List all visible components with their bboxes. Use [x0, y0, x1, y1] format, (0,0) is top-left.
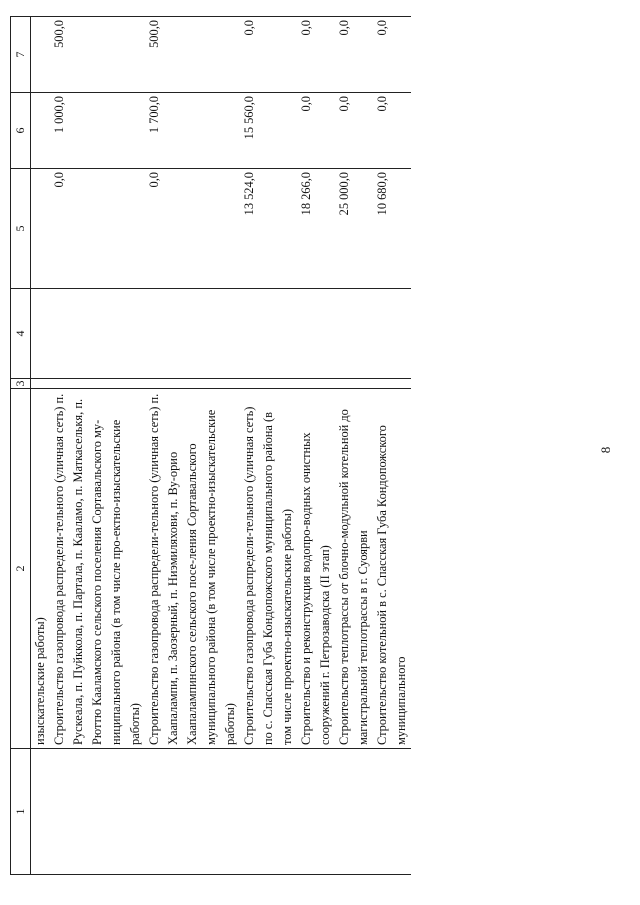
col6-value-row-3: 15 560,0 [242, 96, 256, 140]
col6-values [31, 93, 412, 169]
col5-value-row-3: 13 524,0 [242, 172, 256, 216]
col6-value-row-5: 0,0 [337, 96, 351, 112]
row-3-name: Строительство газопровода распредели-тельного (уличная сеть) по с. Спасская Губа Кондопожского муниципального района (в том числе проектно-изыскательские работы) [242, 406, 294, 745]
col6-value-row-2: 1 700,0 [147, 96, 161, 134]
body-row [31, 17, 412, 875]
col5-value-row-4: 18 266,0 [299, 172, 313, 216]
col6-value-row-6: 0,0 [375, 96, 389, 112]
header-row [11, 17, 31, 875]
col7-value-row-6: 0,0 [375, 20, 389, 36]
header-cell-6: 6 [11, 93, 31, 169]
col6-value-row-1: 1 000,0 [52, 96, 66, 134]
budget-table [10, 16, 411, 875]
col3-empty [31, 379, 412, 389]
col7-value-row-3: 0,0 [242, 20, 256, 36]
col7-value-row-5: 0,0 [337, 20, 351, 36]
col7-values [31, 17, 412, 93]
col7-value-row-4: 0,0 [299, 20, 313, 36]
col1-empty [31, 749, 412, 875]
row-6-name: Строительство котельной в с. Спасская Губа Кондопожского муниципального [375, 425, 408, 745]
header-cell-7: 7 [11, 17, 31, 93]
header-cell-1: 1 [11, 749, 31, 875]
col7-value-row-2: 500,0 [147, 20, 161, 48]
col4-empty [31, 289, 412, 379]
col5-value-row-6: 10 680,0 [375, 172, 389, 216]
row-4-name: Строительство и реконструкция водопро-водных очистных сооружений г. Петрозаводска (II этап) [299, 432, 332, 745]
row-5-name: Строительство теплотрассы от блочно-модульной котельной до магистральной теплотрассы в г. Суоярви [337, 409, 370, 745]
header-cell-3: 3 [11, 379, 31, 389]
row-1-name: Строительство газопровода распредели-тельного (уличная сеть) п. Рускеала, п. Пуйккола, п. Партала, п. Кааламо, п. Маткаселькя, п. Рюттю Кааламского сельского поселения Сортавальского му-ниципального района (в том числе про-ектно-изыскательские работы) [52, 393, 142, 745]
col7-value-row-1: 500,0 [52, 20, 66, 48]
header-cell-5: 5 [11, 169, 31, 289]
col5-value-row-2: 0,0 [147, 172, 161, 188]
description-cell [31, 389, 412, 749]
header-cell-4: 4 [11, 289, 31, 379]
col5-value-row-5: 25 000,0 [337, 172, 351, 216]
col5-values [31, 169, 412, 289]
row-2-name: Строительство газопровода распредели-тельного (уличная сеть) п. Хаапалампи, п. Заозерный, п. Ниэмиляхови, п. Ву-орио Хаапалампинского сельского посе-ления Сортавальского муниципального района (в том числе проектно-изыскательские работы) [147, 393, 237, 745]
header-cell-2: 2 [11, 389, 31, 749]
col5-value-row-1: 0,0 [52, 172, 66, 188]
page-number: 8 [598, 446, 613, 454]
col6-value-row-4: 0,0 [299, 96, 313, 112]
continuation-text: изыскательские работы) [33, 617, 47, 745]
